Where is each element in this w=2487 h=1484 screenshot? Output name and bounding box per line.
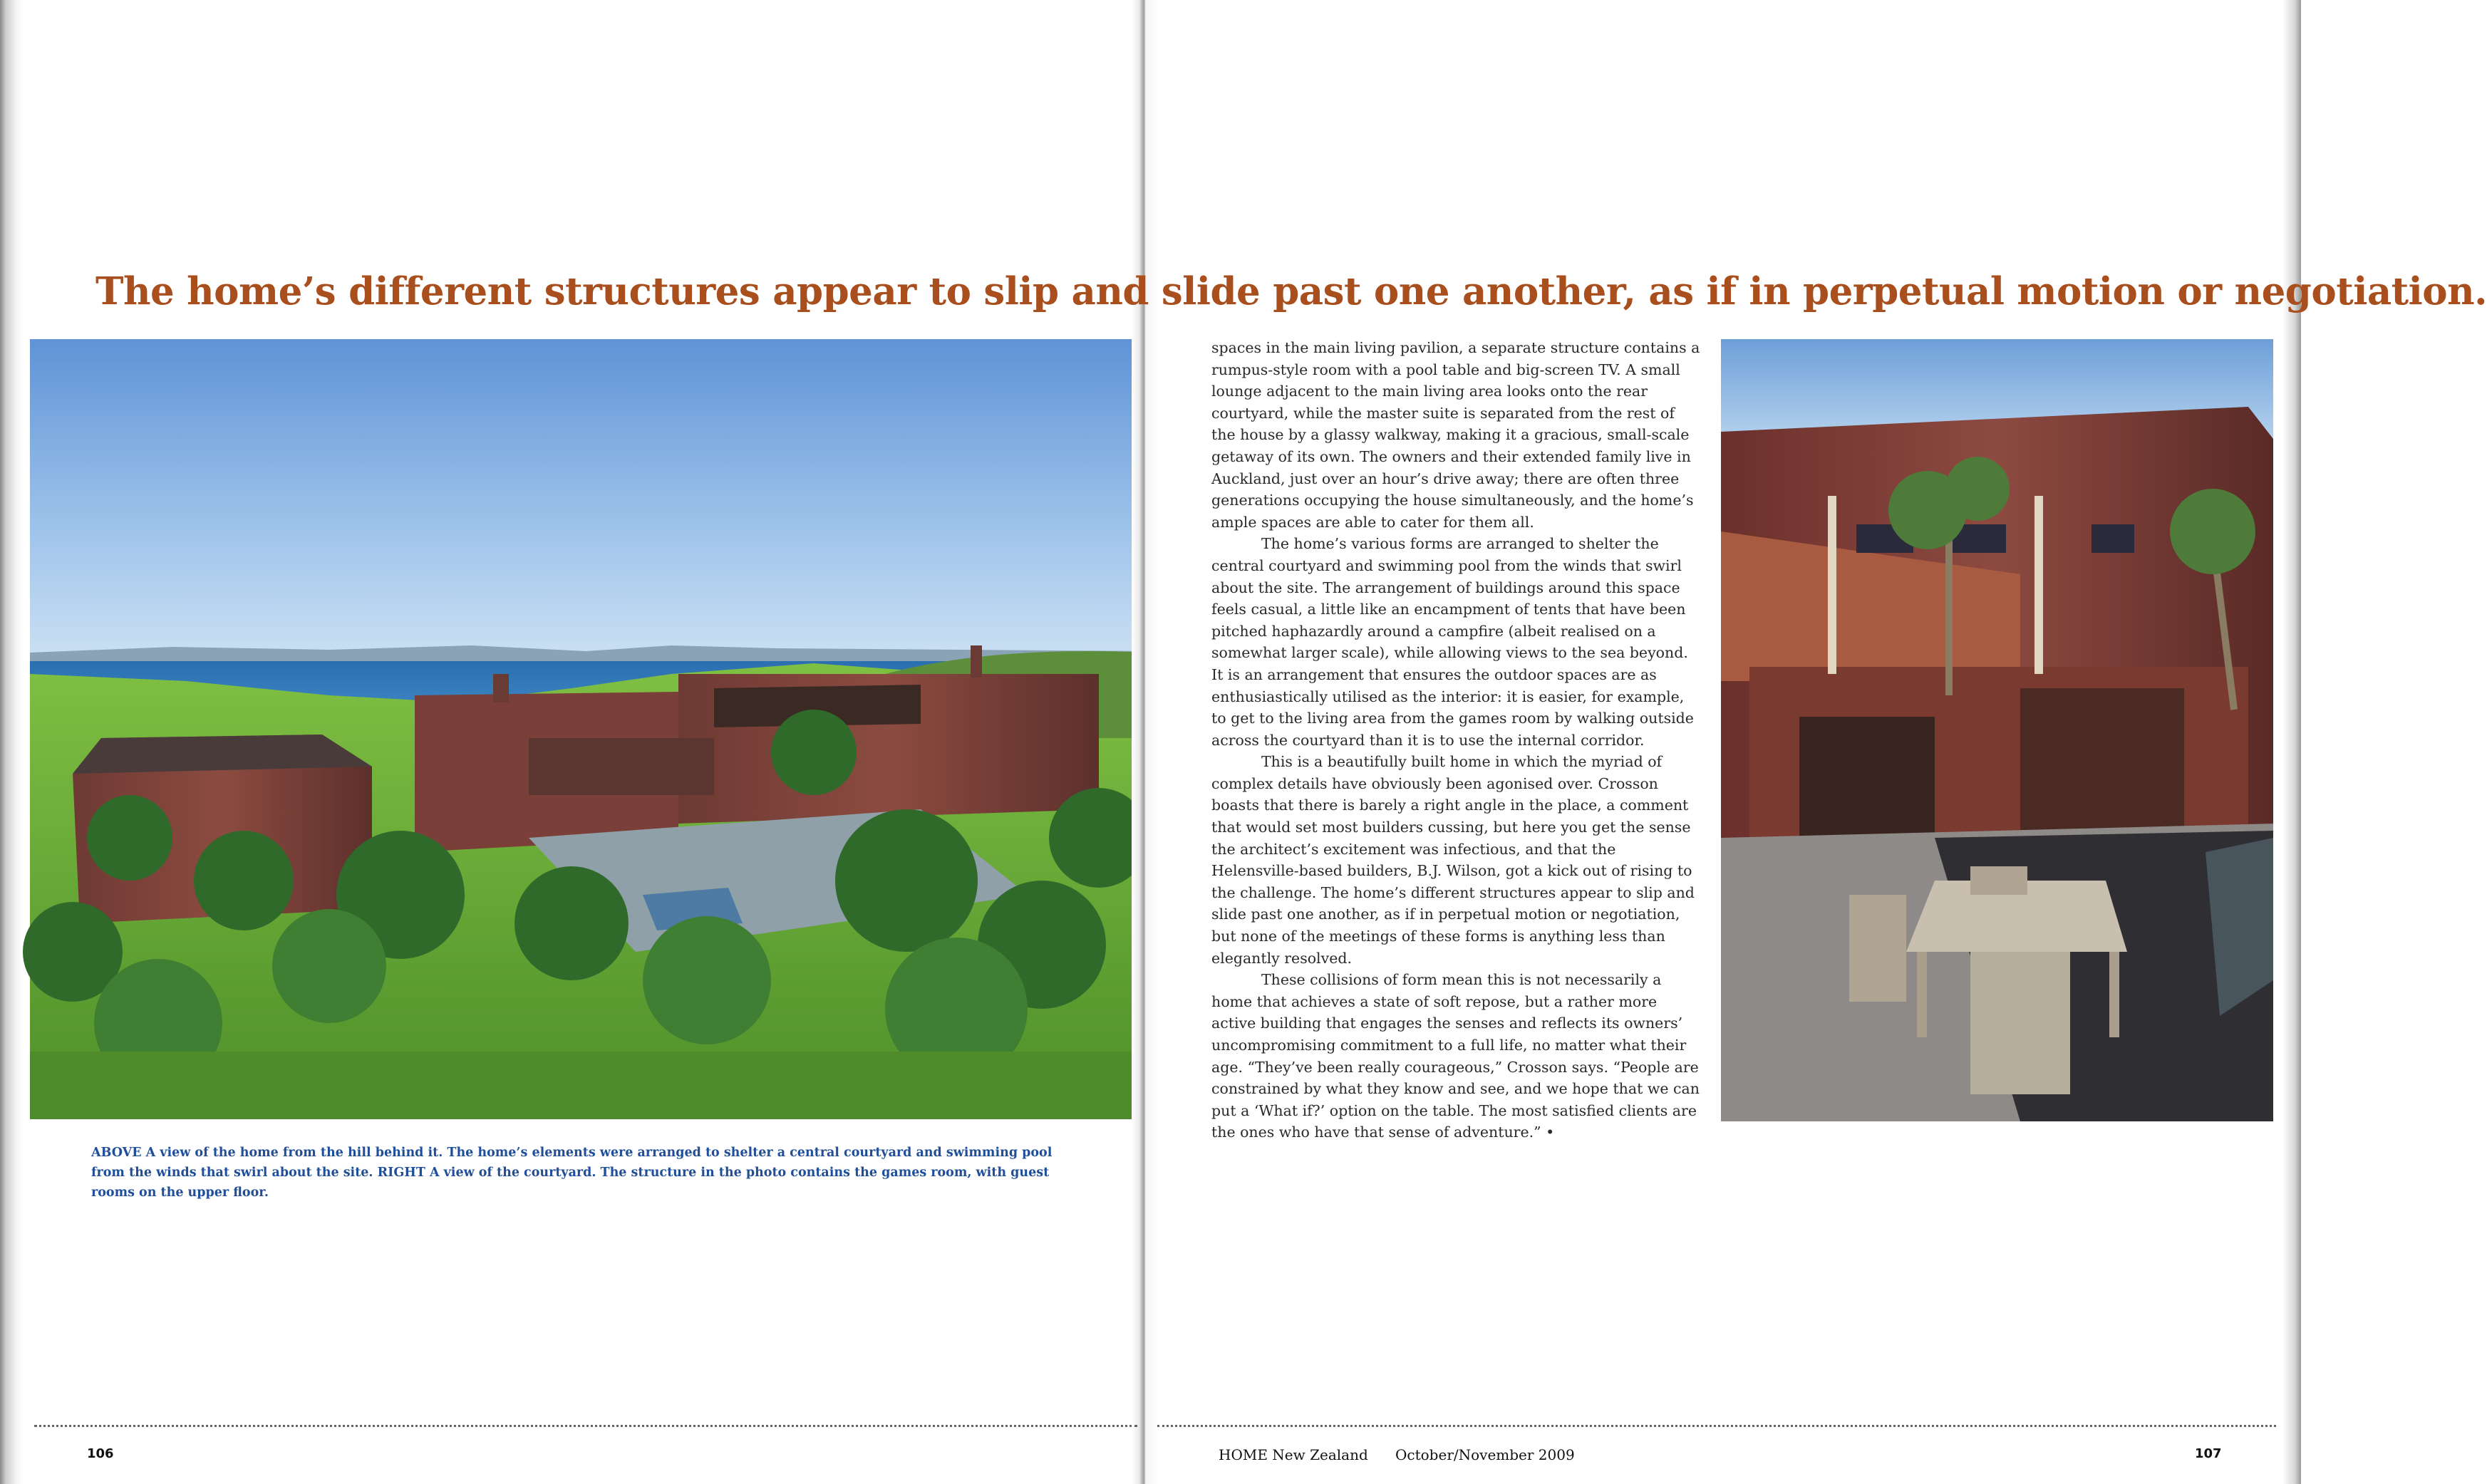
right-footer-rule [1157,1425,2276,1427]
pull-quote [95,269,2487,313]
photo-caption [91,1143,1089,1203]
left-page-number: 106 [87,1446,114,1461]
house-on-hill-photo [30,339,1150,1119]
caption-above-label: ABOVE [91,1146,142,1160]
body-paragraph: spaces in the main living pavilion, a separate structure contains a rumpus-style room with a pool table and big-screen TV. A small lounge adjacent to the main living area looks onto the rear courtyard, while the master suite is separated from the rest of the house by a glassy walkway, making it a gracious, small-scale getaway of its own. The owners and their extended family live in Auckland, just over an hour’s drive away; there are often three generations occupying the house simultaneously, and the home’s ample spaces are able to cater for them all. [1211,339,1700,531]
caption-right-text: A view of the courtyard. The structure in the photo contains the games room, with guest rooms on the upper floor. [91,1166,1050,1200]
magazine-name: HOME New Zealand [1219,1446,1368,1463]
pull-quote-left: The home’s different structures appear to slip and slide [95,269,1261,313]
caption-right-label: RIGHT [377,1166,425,1180]
left-footer-rule [34,1425,1137,1427]
pull-quote-right: past one another, as if in perpetual motion or negotiation. [1273,269,2487,313]
caption-above-text: A view of the home from the hill behind it. The home’s elements were arranged to shelter a central courtyard and swimming pool from the winds that swirl about the site. [91,1146,1053,1180]
right-page-number: 107 [2195,1446,2222,1461]
body-paragraph: This is a beautifully built home in which the myriad of complex details have obviously been agonised over. Crosson boasts that there is barely a right angle in the place, a comment that would set most builders cussing, but here you get the sense the architect’s excitement was infectious, and that the Helensville-based builders, B.J. Wilson, got a kick out of rising to the challenge. The home’s different structures appear to slip and slide past one another, as if in perpetual motion or negotiation, but none of the meetings of these forms is anything less than elegantly resolved. [1211,753,1695,967]
body-paragraph: These collisions of form mean this is not necessarily a home that achieves a state of soft repose, but a rather more active building that engages the senses and reflects its owners’ uncompromising commitment to a full life, no matter what their age. “They’ve been really courageous,” Crosson says. “People are constrained by what they know and see, and we hope that we can put a ‘What if?’ option on the table. The most satisfied clients are the ones who have that sense of adventure.” • [1211,971,1700,1141]
left-page-edge [0,0,24,1484]
article-body [1211,337,1703,1143]
body-paragraph: The home’s various forms are arranged to shelter the central courtyard and swimming pool from the winds that swirl about the site. The arrangement of buildings around this space feels casual, a little like an encampment of tents that have been pitched haphazardly around a campfire (albeit realised on a somewhat larger scale), while allowing views to the sea beyond. It is an arrangement that ensures the outdoor spaces are as enthusiastically utilised as the interior: it is easier, for example, to get to the living area from the games room by walking outside across the courtyard than it is to use the internal corridor. [1211,535,1694,749]
spine-gutter [1132,0,1157,1484]
issue-date: October/November 2009 [1395,1446,1575,1463]
courtyard-photo [1721,339,2273,1121]
right-page-edge [2282,0,2301,1484]
